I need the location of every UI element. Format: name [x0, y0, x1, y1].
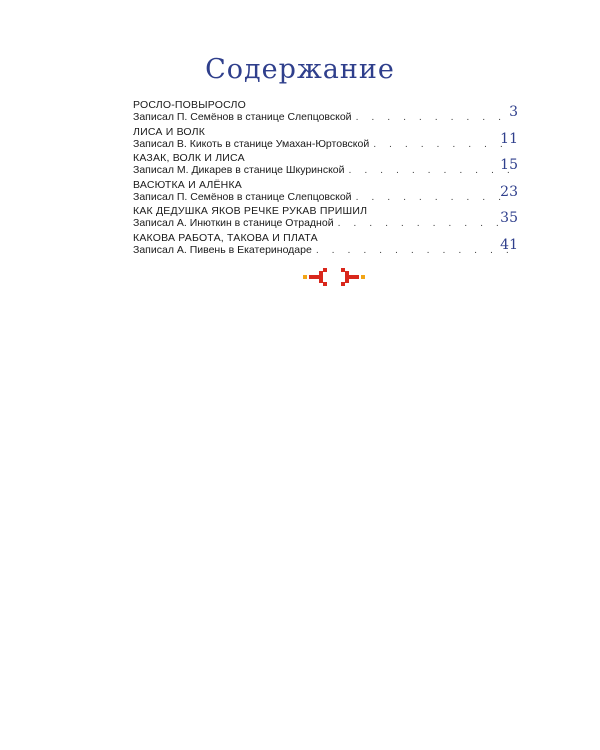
dot-leader	[356, 111, 512, 123]
entry-source-line	[133, 138, 518, 150]
ornament-left-motif	[303, 268, 327, 286]
page-number: 23	[500, 183, 518, 200]
toc-entry[interactable]	[133, 232, 518, 259]
entry-source-line	[133, 217, 518, 229]
dot-leader	[373, 138, 512, 150]
table-of-contents	[133, 99, 518, 258]
entry-source-line	[133, 164, 518, 176]
folk-ornament	[0, 265, 600, 289]
page-title: Содержание	[205, 54, 395, 85]
dot-leader	[349, 164, 513, 176]
entry-title: РОСЛО-ПОВЫРОСЛО	[133, 99, 246, 111]
dot-leader	[316, 244, 512, 256]
toc-entry[interactable]	[133, 179, 518, 206]
entry-title: КАК ДЕДУШКА ЯКОВ РЕЧКЕ РУКАВ ПРИШИЛ	[133, 205, 368, 217]
dot-leader	[338, 217, 512, 229]
entry-source: Записал В. Кикоть в станице Умахан-Юртовской	[133, 137, 370, 150]
dot-leader	[356, 191, 512, 203]
entry-title: КАЗАК, ВОЛК И ЛИСА	[133, 152, 245, 164]
ornament-right-motif	[341, 268, 365, 286]
page-number: 11	[500, 130, 518, 147]
page-number: 41	[500, 236, 518, 253]
toc-entry[interactable]	[133, 126, 518, 153]
entry-source: Записал М. Дикарев в станице Шкуринской	[133, 164, 345, 176]
entry-title: ВАСЮТКА И АЛЁНКА	[133, 178, 242, 191]
entry-source-line	[133, 111, 518, 123]
entry-source: Записал П. Семёнов в станице Слепцовской	[133, 111, 352, 123]
page-number: 3	[509, 104, 518, 120]
page-number: 15	[500, 157, 518, 173]
toc-entry[interactable]	[133, 205, 518, 232]
entry-source: Записал П. Семёнов в станице Слепцовской	[133, 190, 352, 203]
page-number: 35	[500, 210, 518, 226]
entry-source: Записал А. Пивень в Екатеринодаре	[133, 243, 312, 256]
entry-title: КАКОВА РАБОТА, ТАКОВА И ПЛАТА	[133, 231, 318, 244]
toc-entry[interactable]	[133, 152, 518, 179]
entry-source: Записал А. Инюткин в станице Отрадной	[133, 217, 334, 229]
entry-title: ЛИСА И ВОЛК	[133, 125, 206, 138]
entry-source-line	[133, 244, 518, 256]
entry-source-line	[133, 191, 518, 203]
toc-entry[interactable]	[133, 99, 518, 126]
